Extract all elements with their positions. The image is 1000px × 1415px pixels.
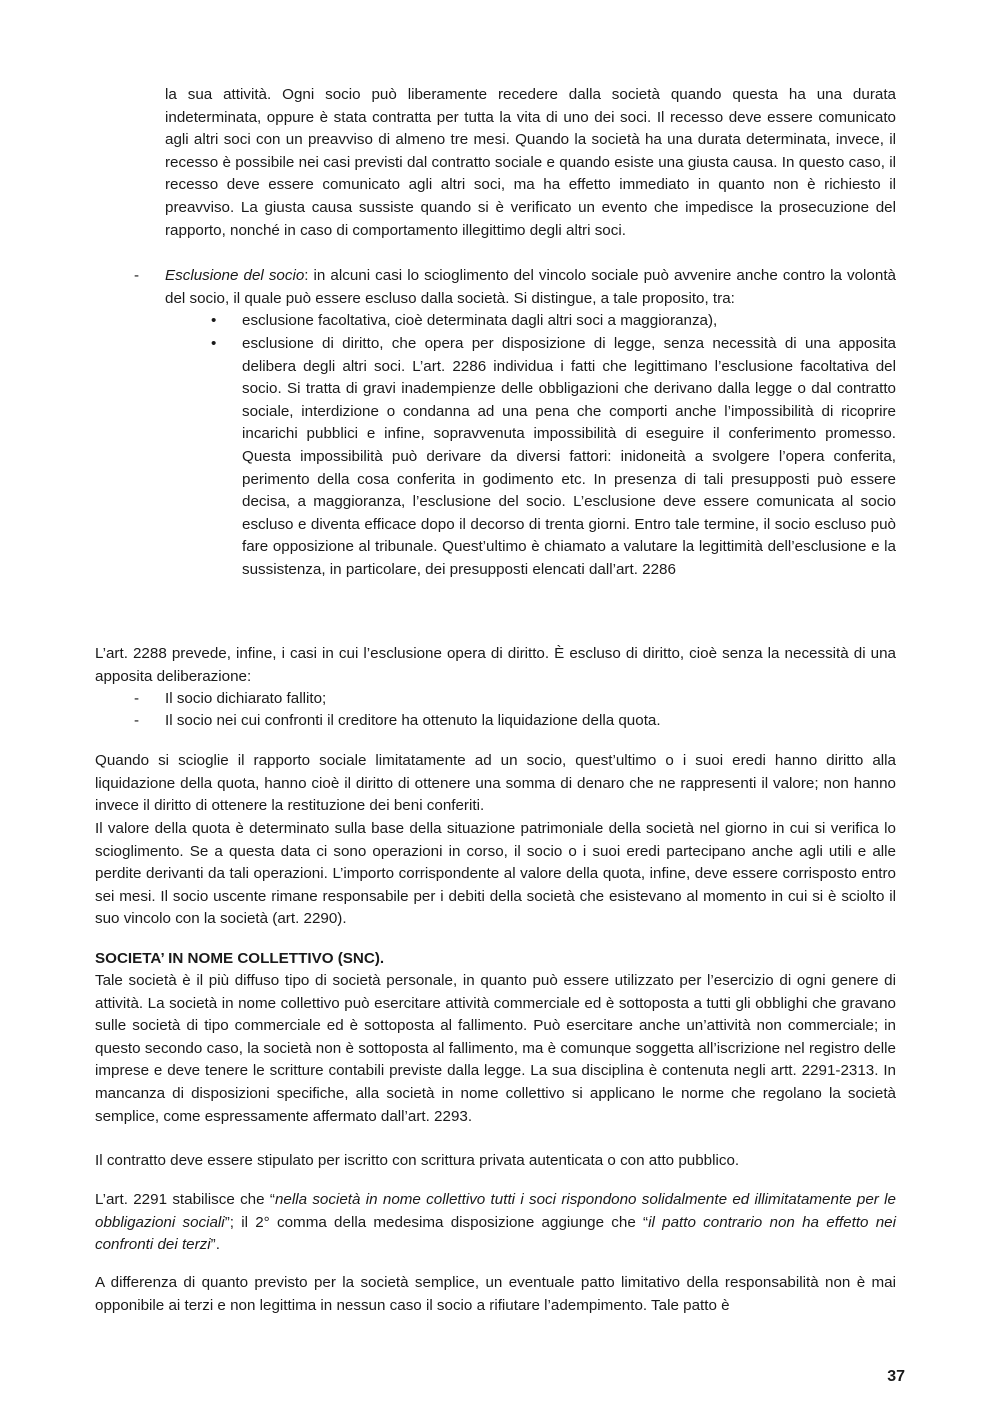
paragraph-valore-quota: Il valore della quota è determinato sulla base della situazione patrimoniale della società nel giorno in cui si verifica lo scioglimento. Se a questa data ci sono operazioni in corso, il socio o i suoi eredi partecipano anche agli utili e alle perdite derivanti da tali operazioni. L’importo corrispondente al valore della quota, infine, deve essere corrisposto entro sei mesi. Il socio uscente rimane responsabile per i debiti della società che esistevano al momento in cui si è sciolto il suo vincolo con la società (art. 2290). (95, 820, 896, 928)
paragraph-art-2288: L’art. 2288 prevede, infine, i casi in cui l’esclusione opera di diritto. È escluso di diritto, cioè senza la necessità di una apposita deliberazione: (95, 645, 896, 685)
paragraph-contratto: Il contratto deve essere stipulato per iscritto con scrittura privata autenticata o con atto pubblico. (95, 1152, 740, 1169)
list-dash-marker: - (134, 712, 140, 729)
bullet-item-diritto: esclusione di diritto, che opera per disposizione di legge, senza necessità di una apposita delibera degli altri soci. L’art. 2286 individua i fatti che legittimano l’esclusione facoltativa del socio. Si tratta di gravi inadempienze delle obbligazioni che derivano dalla legge o dal contratto sociale, interdizione o condanna ad una pena che comporti anche l’impossibilità di ricoprire incarichi pubblici e infine, sopravvenuta impossibilità di eseguire il conferimento promesso. Questa impossibilità può derivare da diversi fattori: inidoneità a svolgere l’opera conferita, perimento della cosa conferita in godimento etc. In presenza di tali presupposti può essere decisa, a maggioranza, l’esclusione del socio. L’esclusione deve essere comunicata al socio escluso e diventa efficace dopo il decorso di trenta giorni. Entro tale termine, il socio escluso può fare opposizione al tribunale. Quest’ultimo è chiamato a valutare la legittimità dell’esclusione e la sussistenza, in particolare, dei presupposti elencati dall’art. 2286 (242, 335, 896, 578)
list-dash-marker: - (134, 690, 140, 707)
paragraph-art-2291 (95, 1189, 896, 1257)
section-heading-snc: SOCIETA’ IN NOME COLLETTIVO (SNC). (95, 950, 385, 967)
bullet-marker: • (211, 335, 217, 352)
list-dash-marker: - (134, 267, 140, 284)
page-number: 37 (887, 1368, 905, 1385)
paragraph-patto-limitativo: A differenza di quanto previsto per la società semplice, un eventuale patto limitativo della responsabilità non è mai opponibile ai terzi e non legittima in nessun caso il socio a rifiutare l’adempimento. Tale patto è (95, 1274, 896, 1314)
bullet-item-facoltativa: esclusione facoltativa, cioè determinata dagli altri soci a maggioranza), (242, 312, 718, 329)
list-item-fallito: Il socio dichiarato fallito; (165, 690, 327, 707)
bullet-marker: • (211, 312, 217, 329)
text-fragment: L’art. 2291 stabilisce che “ (95, 1191, 275, 1208)
paragraph-recesso: la sua attività. Ogni socio può liberamente recedere dalla società quando questa ha una durata indeterminata, oppure è stata contratta per tutta la vita di uno dei soci. Il recesso deve essere comunicato agli altri soci con un preavviso di almeno tre mesi. Quando la società ha una durata determinata, invece, il recesso è possibile nei casi previsti dal contratto sociale e quando esiste una giusta causa. In questo caso, il recesso deve essere comunicato agli altri soci, ma ha effetto immediato in quanto non è richiesto il preavviso. La giusta causa sussiste quando si è verificato un evento che impedisce la prosecuzione del rapporto, nonché in caso di comportamento illegittimo degli altri soci. (165, 86, 896, 239)
quote-art-2291: nella società in nome collettivo tutti i soci rispondono solidalmente ed illimitatamente per le obbligazioni sociali (95, 1191, 896, 1231)
paragraph-liquidazione: Quando si scioglie il rapporto sociale limitatamente ad un socio, quest’ultimo o i suoi eredi hanno diritto alla liquidazione della quota, hanno cioè il diritto di ottenere una somma di denaro che ne rappresenti il valore; non hanno invece il diritto di ottenere la restituzione dei beni conferiti. (95, 752, 896, 815)
quote-patto-contrario: il patto contrario non ha effetto nei confronti dei terzi (95, 1213, 897, 1254)
text-fragment: ”; il 2° comma della medesima disposizione aggiunge che “ (224, 1213, 649, 1231)
esclusione-text: : in alcuni casi lo scioglimento del vincolo sociale può avvenire anche contro la volontà del socio, il quale può essere escluso dalla società. Si distingue, a tale proposito, tra: (165, 267, 896, 307)
list-item-creditore: Il socio nei cui confronti il creditore ha ottenuto la liquidazione della quota. (165, 712, 661, 729)
list-item-esclusione (165, 265, 896, 310)
text-fragment: ”. (210, 1236, 220, 1254)
paragraph-snc-intro: Tale società è il più diffuso tipo di società personale, in quanto può essere utilizzato per l’esercizio di ogni genere di attività. La società in nome collettivo può esercitare attività commerciale ed è sottoposta a tutti gli obblighi che gravano sulle società di tipo commerciale ed è sottoposta al fallimento. Può esercitare anche un’attività non commerciale; in questo secondo caso, la società non è sottoposta al fallimento, ma è comunque soggetta all’iscrizione nel registro delle imprese e deve tenere le scritture contabili previste dalla legge. La sua disciplina è contenuta negli artt. 2291-2313. In mancanza di disposizioni specifiche, alla società in nome collettivo si applicano le norme che regolano la società semplice, come espressamente affermato dall’art. 2293. (95, 972, 896, 1125)
esclusione-title: Esclusione del socio (165, 267, 305, 284)
